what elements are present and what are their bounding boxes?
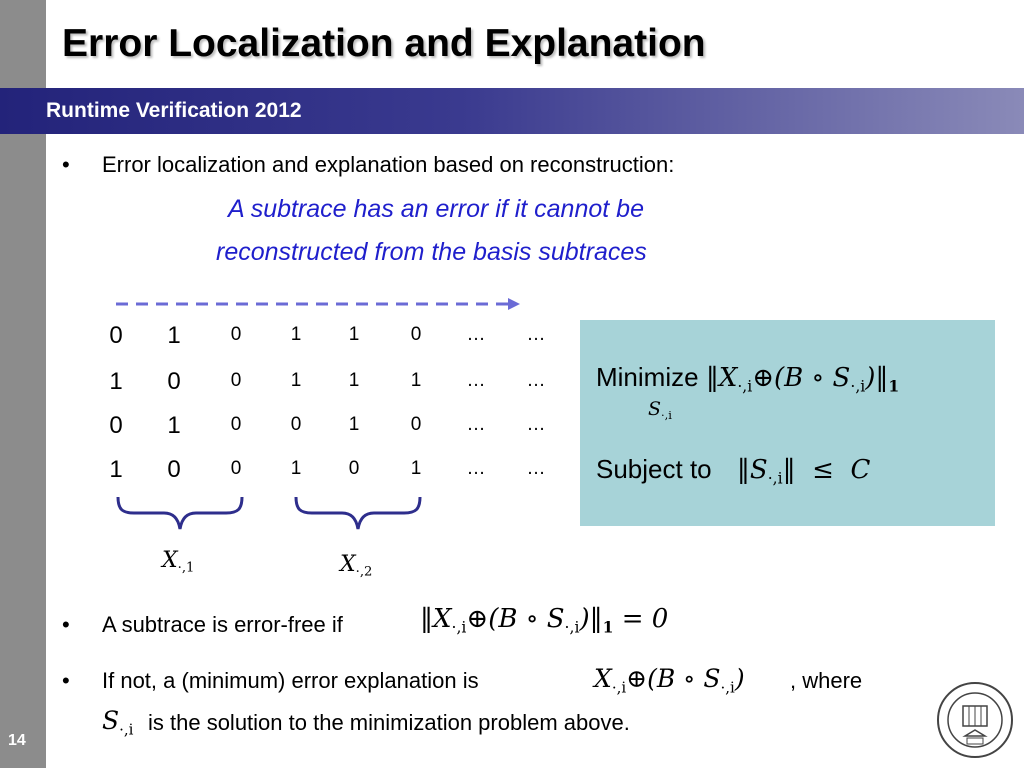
quote-line-1: A subtrace has an error if it cannot be	[228, 195, 644, 223]
matrix-cell: 1	[109, 456, 123, 483]
matrix-cell: 1	[410, 458, 422, 479]
bullet-1-text: Error localization and explanation based on reconstruction:	[102, 152, 675, 177]
dashed-arrow	[110, 295, 530, 315]
bullet-dot: •	[62, 152, 70, 177]
bullet-3-suffix: , where	[790, 668, 863, 693]
matrix-cell: 0	[290, 414, 302, 435]
matrix-cell: 1	[290, 324, 302, 345]
matrix-cell: 0	[230, 458, 242, 479]
matrix-cell: …	[526, 458, 546, 479]
matrix-cell: …	[466, 414, 486, 435]
solution-symbol: $S_{\cdot,i}$	[102, 706, 134, 739]
slide-number: 14	[8, 732, 26, 749]
matrix-cell: …	[526, 370, 546, 391]
matrix-cell: …	[526, 414, 546, 435]
matrix-cell: 1	[290, 370, 302, 391]
matrix-cell: 0	[109, 412, 123, 439]
subject-word: Subject to	[596, 454, 712, 484]
matrix-cell: 0	[109, 322, 123, 349]
matrix-cell: 1	[348, 414, 360, 435]
matrix-cell: 0	[230, 414, 242, 435]
matrix-cell: 1	[167, 412, 181, 439]
error-explanation-formula: $X_{\cdot,i}\oplus(B$ ∘ $S_{\cdot,i}$)	[594, 664, 745, 697]
matrix-cell: 1	[167, 322, 181, 349]
bullet-dot: •	[62, 668, 70, 693]
bullet-dot: •	[62, 612, 70, 637]
subject-line: Subject to $‖S_{\cdot,i}‖ \le C$	[596, 454, 871, 488]
matrix-cell: 0	[167, 368, 181, 395]
matrix-cell: 1	[348, 370, 360, 391]
matrix-cell: …	[466, 324, 486, 345]
matrix-cell: …	[466, 458, 486, 479]
column-braces	[110, 495, 430, 545]
matrix-cell: 0	[410, 324, 422, 345]
matrix-cell: 0	[230, 324, 242, 345]
brace-1-label: $X_{\cdot,1}$	[162, 548, 195, 576]
minimize-word: Minimize	[596, 362, 699, 392]
bullet-2-text: A subtrace is error-free if	[102, 612, 343, 637]
error-free-formula: $‖X_{\cdot,i}\oplus(B$ ∘ $S_{\cdot,i})‖_1 = 0$	[420, 604, 669, 637]
matrix-cell: 1	[109, 368, 123, 395]
matrix-cell: 1	[410, 370, 422, 391]
matrix-cell: 1	[290, 458, 302, 479]
bullet-3-line-2: is the solution to the minimization problem above.	[148, 710, 630, 735]
matrix-cell: 1	[348, 324, 360, 345]
matrix-cell: 0	[410, 414, 422, 435]
minimize-subscript: $S_{\cdot,i}$	[648, 398, 672, 422]
matrix-cell: …	[526, 324, 546, 345]
matrix-cell: 0	[167, 456, 181, 483]
optimization-box	[580, 320, 995, 526]
matrix-cell: …	[466, 370, 486, 391]
slide-title: Error Localization and Explanation	[62, 22, 706, 65]
university-seal-icon	[935, 680, 1015, 760]
banner-text: Runtime Verification 2012	[46, 99, 302, 122]
quote-line-2: reconstructed from the basis subtraces	[216, 238, 647, 266]
matrix-cell: 0	[348, 458, 360, 479]
matrix-cell: 0	[230, 370, 242, 391]
bullet-3-text: If not, a (minimum) error explanation is	[102, 668, 479, 693]
minimize-line: Minimize $‖X_{\cdot,i}\oplus(B$ ∘ $S_{\cdot,i})‖_1$	[596, 362, 900, 396]
brace-2-label: $X_{\cdot,2}$	[340, 552, 373, 580]
